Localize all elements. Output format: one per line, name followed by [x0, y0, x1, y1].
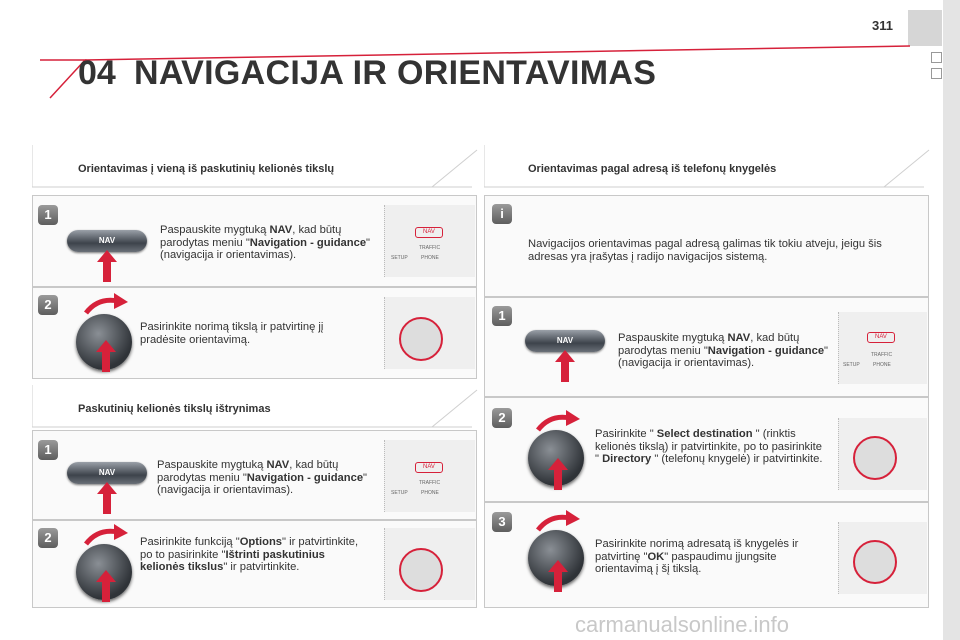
- knob-ring: [853, 540, 897, 584]
- step-badge: 3: [492, 512, 512, 532]
- traffic-key: TRAFFIC: [419, 480, 441, 486]
- info-icon: i: [492, 204, 512, 224]
- chapter-number: 04: [78, 54, 116, 92]
- step-badge: 1: [38, 440, 58, 460]
- knob-ring: [853, 436, 897, 480]
- phone-key: PHONE: [421, 490, 439, 496]
- rotate-arrow-icon: [534, 510, 582, 532]
- nav-key: NAV: [415, 227, 443, 238]
- step-text: Pasirinkite " Select destination " (rinktis kelionės tikslą) ir patvirtinkite, po to pasirinkite " Directory " (telefonų knygelė) ir patvirtinkite.: [595, 428, 823, 465]
- phone-key: PHONE: [873, 362, 891, 368]
- knob-ring: [399, 548, 443, 592]
- step-badge: 1: [38, 205, 58, 225]
- side-square: [931, 68, 942, 79]
- nav-button-image: NAV: [67, 230, 147, 252]
- nav-button-image: NAV: [67, 462, 147, 484]
- step-text: Pasirinkite norimą tikslą ir patvirtinę jį pradėsite orientavimą.: [140, 321, 324, 346]
- red-arrow-icon: [555, 350, 575, 382]
- section-title: Orientavimas pagal adresą iš telefonų knygelės: [528, 163, 777, 175]
- side-square: [931, 52, 942, 63]
- dashboard-image: [838, 312, 927, 384]
- setup-key: SETUP: [843, 362, 860, 368]
- step-text: Paspauskite mygtuką NAV, kad būtų parodytas meniu "Navigation - guidance" (navigacija ir orientavimas).: [157, 459, 368, 496]
- nav-key: NAV: [867, 332, 895, 343]
- red-arrow-icon: [548, 458, 568, 490]
- page-tab: [908, 10, 942, 46]
- red-arrow-icon: [96, 570, 116, 602]
- side-strip: [943, 0, 960, 640]
- watermark: carmanualsonline.info: [575, 612, 790, 637]
- step-text: Paspauskite mygtuką NAV, kad būtų parodytas meniu "Navigation - guidance" (navigacija ir orientavimas).: [160, 224, 371, 261]
- step-badge: 1: [492, 306, 512, 326]
- dashboard-image: [384, 205, 475, 277]
- knob-ring: [399, 317, 443, 361]
- dashboard-image: [838, 522, 927, 594]
- nav-key: NAV: [415, 462, 443, 473]
- section-title: Paskutinių kelionės tikslų ištrynimas: [78, 403, 271, 415]
- traffic-key: TRAFFIC: [419, 245, 441, 251]
- nav-button-image: NAV: [525, 330, 605, 352]
- step-text: Paspauskite mygtuką NAV, kad būtų parodytas meniu "Navigation - guidance" (navigacija ir orientavimas).: [618, 332, 829, 369]
- rotate-arrow-icon: [82, 524, 130, 546]
- setup-key: SETUP: [391, 490, 408, 496]
- traffic-key: TRAFFIC: [871, 352, 893, 358]
- rotate-arrow-icon: [534, 410, 582, 432]
- info-text: Navigacijos orientavimas pagal adresą galimas tik tokiu atveju, jeigu šis adresas yra įrašytas į radijo navigacijos sistemą.: [528, 238, 882, 263]
- phone-key: PHONE: [421, 255, 439, 261]
- setup-key: SETUP: [391, 255, 408, 261]
- dashboard-image: [384, 440, 475, 512]
- page-number: 311: [872, 18, 893, 33]
- dashboard-image: [838, 418, 927, 490]
- rotate-arrow-icon: [82, 293, 130, 315]
- step-badge: 2: [492, 408, 512, 428]
- step-text: Pasirinkite funkciją "Options" ir patvirtinkite, po to pasirinkite "Ištrinti paskutinius kelionės tikslus" ir patvirtinkite.: [140, 536, 359, 573]
- step-badge: 2: [38, 295, 58, 315]
- red-arrow-icon: [548, 560, 568, 592]
- chapter-title: NAVIGACIJA IR ORIENTAVIMAS: [134, 54, 657, 92]
- dashboard-image: [384, 528, 475, 600]
- step-badge: 2: [38, 528, 58, 548]
- step-text: Pasirinkite norimą adresatą iš knygelės ir patvirtinę "OK" paspaudimu įjungsite orientavimą į šį tikslą.: [595, 538, 799, 575]
- section-title: Orientavimas į vieną iš paskutinių kelionės tikslų: [78, 163, 335, 175]
- red-arrow-icon: [96, 340, 116, 372]
- red-arrow-icon: [97, 482, 117, 514]
- red-arrow-icon: [97, 250, 117, 282]
- dashboard-image: [384, 297, 475, 369]
